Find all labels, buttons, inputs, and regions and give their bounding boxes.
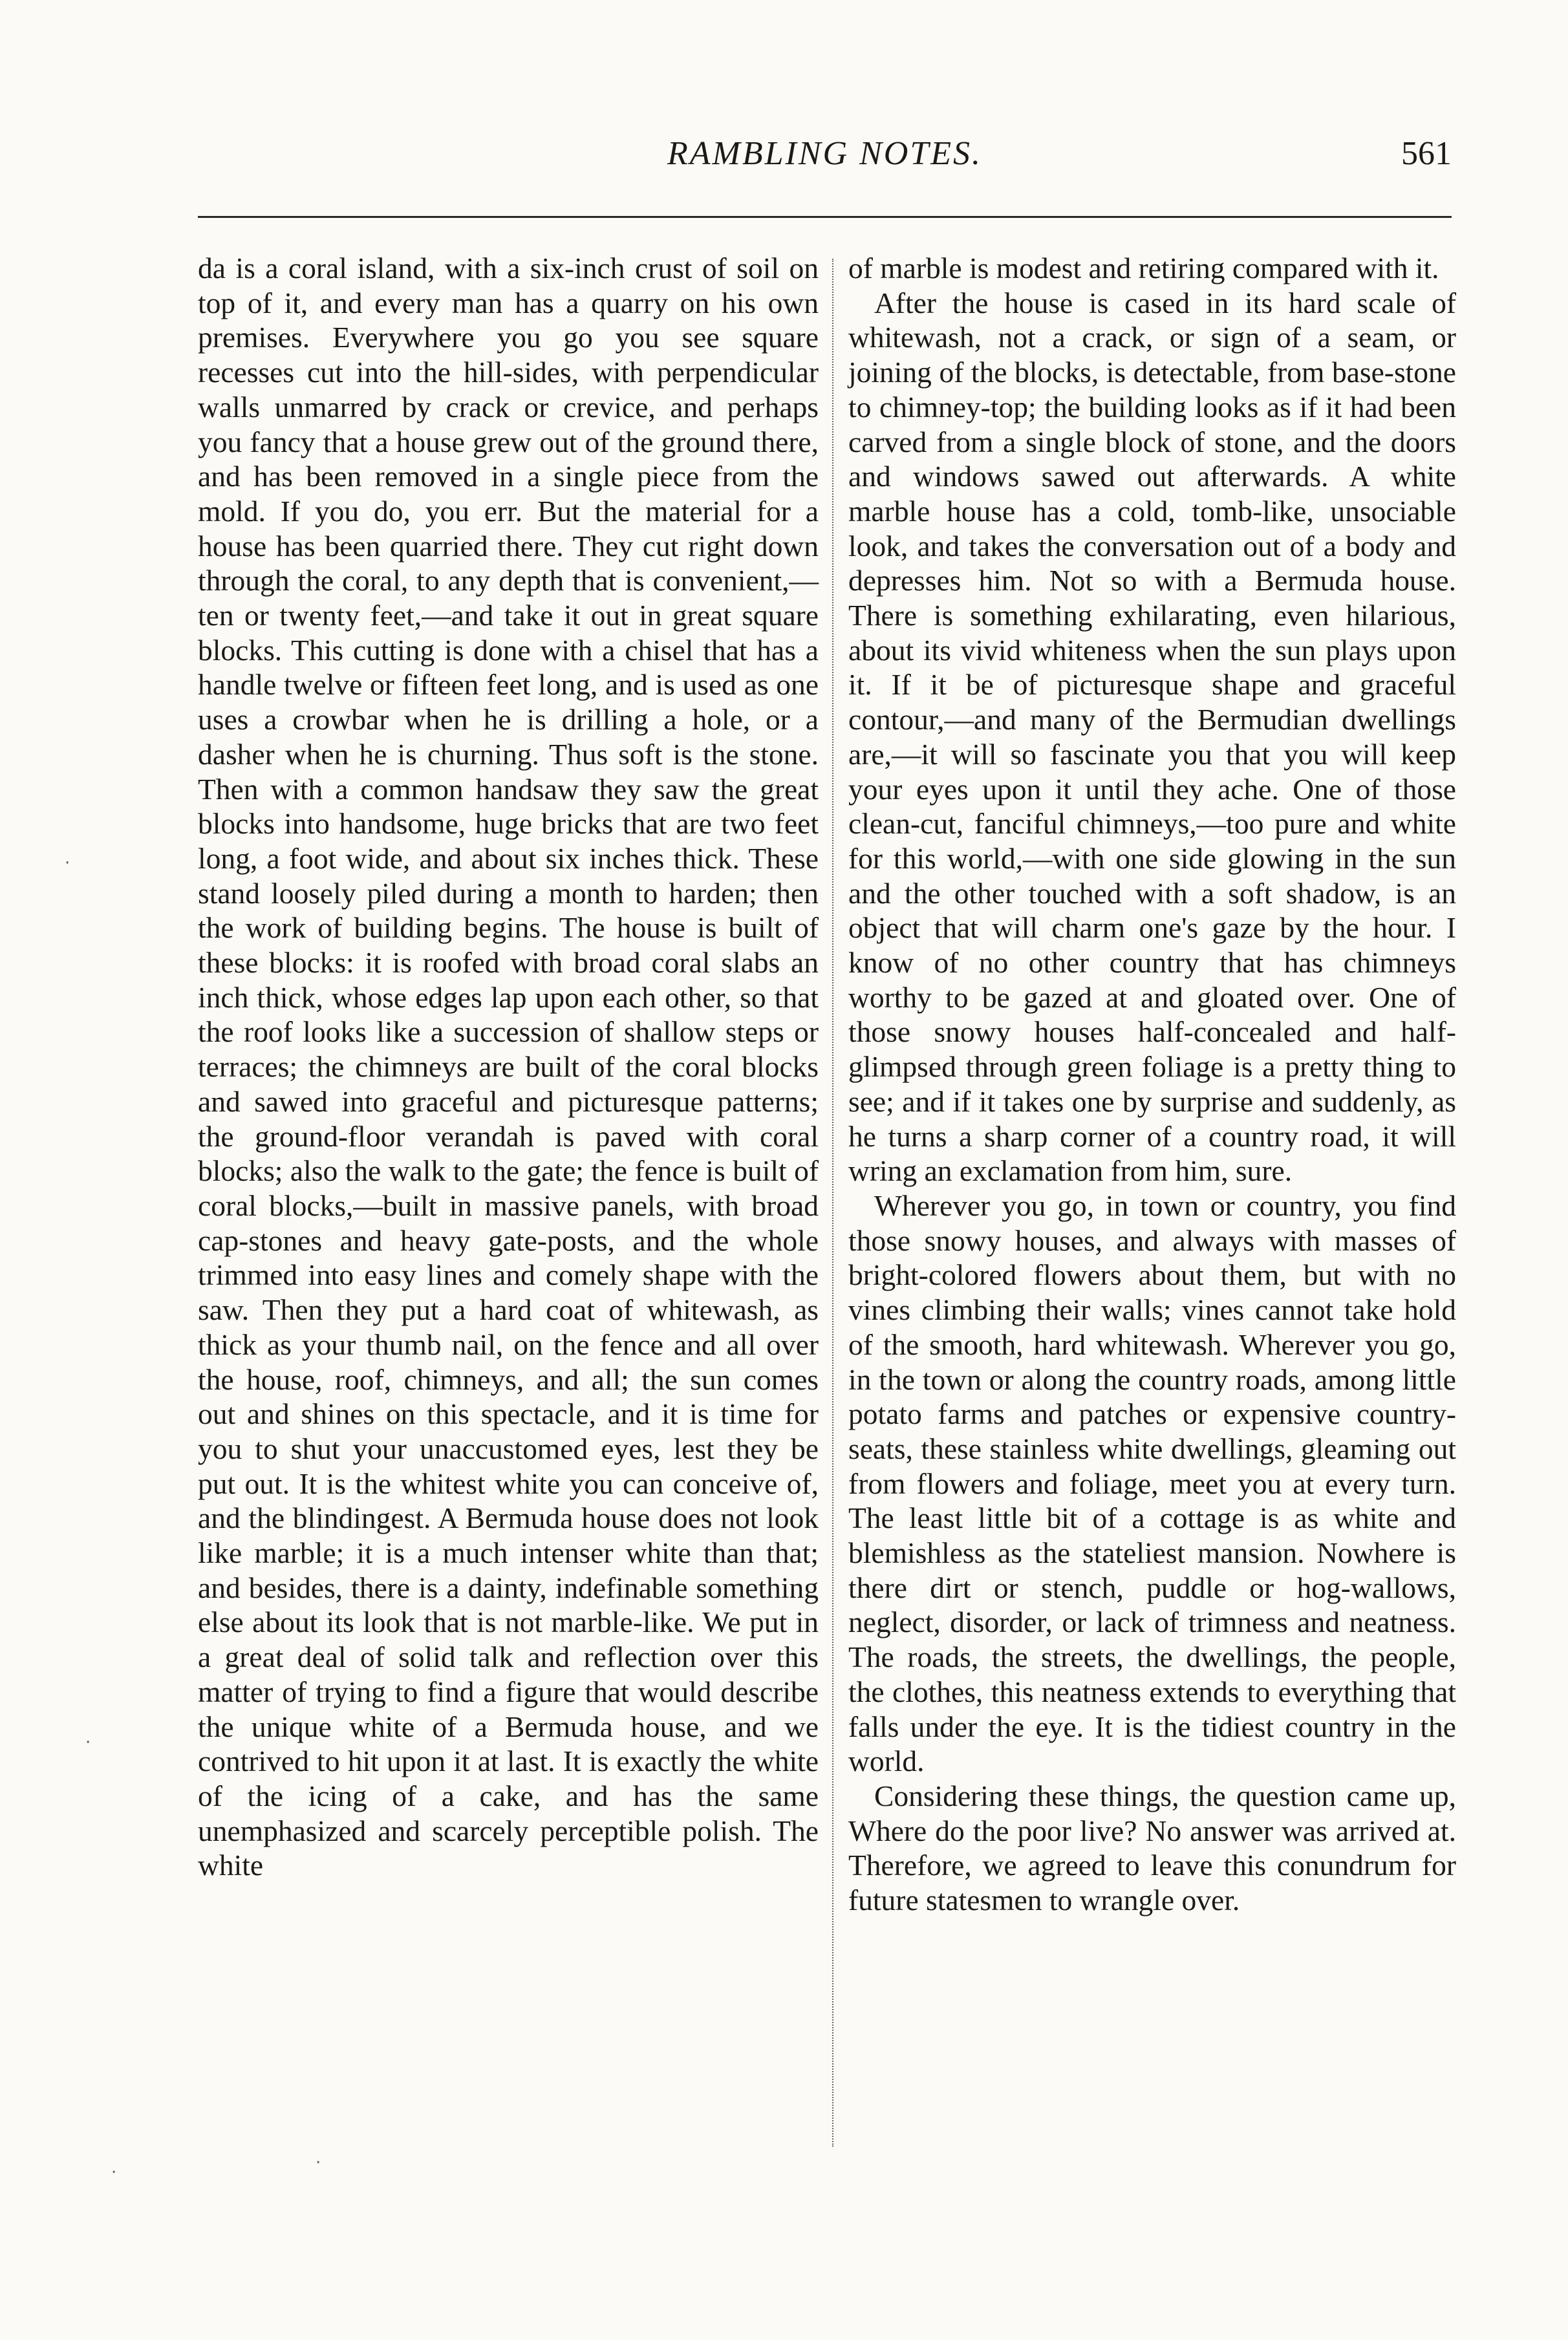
- right-column: [848, 251, 1456, 1918]
- margin-speck: ·: [65, 853, 70, 873]
- paragraph: of marble is modest and retiring compared with it.: [848, 252, 1439, 284]
- paragraph: da is a coral island, with a six-inch crust of soil on top of it, and every man has a quarry on his own premises. Everywhere you go you see square recesses cut into the hill-sides, with perpendicular walls unmarred by crack or crevice, and perhaps you fancy that a house grew out of the ground there, and has been removed in a single piece from the mold. If you do, you err. But the material for a house has been quarried there. They cut right down through the coral, to any depth that is convenient,—ten or twenty feet,—and take it out in great square blocks. This cutting is done with a chisel that has a handle twelve or fifteen feet long, and is used as one uses a crowbar when he is drilling a hole, or a dasher when he is churning. Thus soft is the stone. Then with a common handsaw they saw the great blocks into handsome, huge bricks that are two feet long, a foot wide, and about six inches thick. These stand loosely piled during a month to harden; then the work of building begins. The house is built of these blocks: it is roofed with broad coral slabs an inch thick, whose edges lap upon each other, so that the roof looks like a succession of shallow steps or terraces; the chimneys are built of the coral blocks and sawed into graceful and picturesque patterns; the ground-floor verandah is paved with coral blocks; also the walk to the gate; the fence is built of coral blocks,—built in massive panels, with broad cap-stones and heavy gate-posts, and the whole trimmed into easy lines and comely shape with the saw. Then they put a hard coat of whitewash, as thick as your thumb nail, on the fence and all over the house, roof, chimneys, and all; the sun comes out and shines on this spectacle, and it is time for you to shut your unaccustomed eyes, lest they be put out. It is the whitest white you can conceive of, and the blindingest. A Bermuda house does not look like marble; it is a much intenser white than that; and besides, there is a dainty, indefinable something else about its look that is not marble-like. We put in a great deal of solid talk and reflection over this matter of trying to find a figure that would describe the unique white of a Bermuda house, and we contrived to hit upon it at last. It is exactly the white of the icing of a cake, and has the same unemphasized and scarcely perceptible polish. The white: [198, 252, 819, 1882]
- paragraph: Considering these things, the question came up, Where do the poor live? No answer was arrived at. Therefore, we agreed to leave this conundrum for future statesmen to wrangle over.: [848, 1779, 1456, 1917]
- margin-speck: ·: [85, 1733, 91, 1752]
- margin-speck: ·: [316, 2153, 321, 2173]
- page-header: [198, 134, 1452, 186]
- page-number: 561: [1401, 135, 1452, 172]
- margin-speck: ·: [111, 2163, 117, 2182]
- header-rule: [198, 216, 1452, 218]
- column-divider: [832, 259, 833, 2147]
- paragraph: After the house is cased in its hard scale of whitewash, not a crack, or sign of a seam, or joining of the blocks, is detectable, from base-stone to chimney-top; the building looks as if it had been carved from a single block of stone, and the doors and windows sawed out afterwards. A white marble house has a cold, tomb-like, unsociable look, and takes the conversation out of a body and depresses him. Not so with a Bermuda house. There is something exhilarating, even hilarious, about its vivid whiteness when the sun plays upon it. If it be of picturesque shape and graceful contour,—and many of the Bermudian dwellings are,—it will so fascinate you that you will keep your eyes upon it until they ache. One of those clean-cut, fanciful chimneys,—too pure and white for this world,—with one side glowing in the sun and the other touched with a soft shadow, is an object that will charm one's gaze by the hour. I know of no other country that has chimneys worthy to be gazed at and gloated over. One of those snowy houses half-concealed and half-glimpsed through green foliage is a pretty thing to see; and if it takes one by surprise and suddenly, as he turns a sharp corner of a country road, it will wring an exclamation from him, sure.: [848, 286, 1456, 1188]
- running-title: RAMBLING NOTES.: [667, 135, 982, 172]
- left-column: [198, 251, 819, 1883]
- paragraph: Wherever you go, in town or country, you find those snowy houses, and always with masses of bright-colored flowers about them, but with no vines climbing their walls; vines cannot take hold of the smooth, hard whitewash. Wherever you go, in the town or along the country roads, among little potato farms and patches or expensive country-seats, these stainless white dwellings, gleaming out from flowers and foliage, meet you at every turn. The least little bit of a cottage is as white and blemishless as the stateliest mansion. Nowhere is there dirt or stench, puddle or hog-wallows, neglect, disorder, or lack of trimness and neatness. The roads, the streets, the dwellings, the people, the clothes, this neatness extends to everything that falls under the eye. It is the tidiest country in the world.: [848, 1188, 1456, 1778]
